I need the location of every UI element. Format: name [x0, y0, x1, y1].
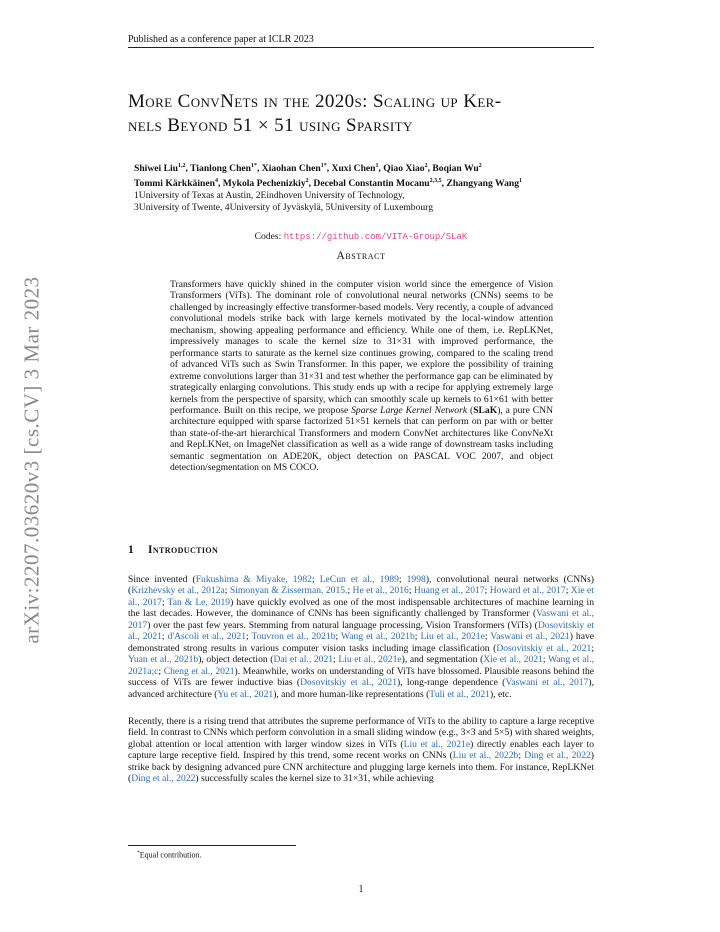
abstract-text [170, 279, 553, 474]
author-name: Qiao Xiao [383, 163, 425, 175]
title-line-2: nels Beyond 51 × 51 using Sparsity [128, 115, 413, 136]
citation-link[interactable]: Simonyan & Zisserman, 2015. [229, 585, 348, 597]
author-affiliation-mark: 2,3,5 [429, 178, 442, 185]
title-line-1: More ConvNets in the 2020s: Scaling up Ker- [128, 91, 502, 112]
author-name: Xiaohan Chen [261, 163, 321, 175]
citation-link[interactable]: Dai et al., 2021 [273, 654, 334, 666]
citation-link[interactable]: Howard et al., 2017 [489, 585, 566, 597]
section-title: Introduction [148, 544, 219, 556]
citation-link[interactable]: LeCun et al., 1989 [319, 574, 399, 585]
citation-link[interactable]: Dosovitskiy et al., 2021 [300, 677, 398, 689]
abstract-part-2: ( [467, 404, 474, 416]
affiliations-line-2: 3University of Twente, 4University of Jyväskylä, 5University of Luxembourg [134, 202, 433, 214]
author-affiliation-mark: 4 [214, 178, 218, 185]
citation-link[interactable]: Xie et al., 2017 [128, 585, 594, 608]
intro-paragraph-1: Since invented (Fukushima & Miyake, 1982; LeCun et al., 1989; 1998), convolutional neural networks (CNNs) (Krizhevsky et al., 2012a; Simonyan & Zisserman, 2015.; He et al., 2016; Huang et al., 2017; Howard et al., 2017; Xie et al., 2017; Tan & Le, 2019) have quickly evolved as one of the most indispensable architectures of machine learning in the last decades. However, the dominance of CNNs has been significantly challenged by Transformer (Vaswani et al., 2017) over the past few years. Stemming from natural language processing, Vision Transformers (ViTs) (Dosovitskiy et al., 2021; d'Ascoli et al., 2021; Touvron et al., 2021b; Wang et al., 2021b; Liu et al., 2021e; Vaswani et al., 2021) have demonstrated strong results in various computer vision tasks including image classification (Dosovitskiy et al., 2021; Yuan et al., 2021b), object detection (Dai et al., 2021; Liu et al., 2021e), and segmentation (Xie et al., 2021; Wang et al., 2021a;c; Cheng et al., 2021). Meanwhile, works on understanding of ViTs have blossomed. Plausible reasons behind the success of ViTs are fewer inductive bias (Dosovitskiy et al., 2021), long-range dependence (Vaswani et al., 2017), advanced architecture (Yu et al., 2021), and more human-like representations (Tuli et al., 2021), etc. [128, 574, 595, 700]
citation-link[interactable]: d'Ascoli et al., 2021 [167, 631, 246, 643]
author-name: Tianlong Chen [190, 163, 251, 175]
citation-link[interactable]: Tuli et al., 2021 [429, 688, 490, 700]
running-head: Published as a conference paper at ICLR 2023 [128, 34, 594, 48]
author-name: Mykola Pechenizkiy [222, 178, 306, 190]
author-affiliation-mark: 1* [251, 163, 257, 169]
citation-link[interactable]: Wang et al., 2021b [341, 631, 415, 643]
citation-link[interactable]: Vaswani et al., 2017 [505, 677, 589, 689]
abstract-heading: Abstract [336, 250, 386, 262]
page-number: 1 [358, 884, 364, 895]
code-repo-link[interactable]: https://github.com/VITA-Group/SLaK [283, 232, 468, 242]
section-heading-introduction [128, 544, 594, 556]
citation-link[interactable]: Tan & Le, 2019 [167, 596, 231, 608]
author-line-2: Tommi Kärkkäinen$^4$, Mykola Pechenizkiy$^2$, Decebal Constantin Mocanu$^{2,3,5}$, Zhangyang Wang$^1$ [134, 178, 523, 190]
citation-link[interactable]: Dosovitskiy et al., 2021 [128, 619, 594, 643]
author-name: Zhangyang Wang [446, 178, 520, 190]
footnote-mark: * [137, 850, 140, 856]
citation-link[interactable]: Vaswani et al., 2021 [490, 631, 570, 643]
citation-link[interactable]: Liu et al., 2021e [420, 631, 485, 643]
abstract-emphasis: Sparse Large Kernel Network [351, 404, 468, 416]
citation-link[interactable]: Huang et al., 2017 [413, 585, 485, 597]
abstract-bold: SLaK [473, 404, 498, 416]
author-affiliation-mark: 1 [375, 163, 379, 169]
citation-link[interactable]: Yuan et al., 2021b [128, 654, 199, 666]
author-name: Tommi Kärkkäinen [134, 178, 215, 190]
intro-paragraph-2: Recently, there is a rising trend that attributes the supreme performance of ViTs to the ability to capture a large receptive field. In contrast to CNNs which perform convolution in a small sliding window (e.g., 3×3 and 5×5) with shared weights, global attention or local attention with larger window sizes in ViTs (Liu et al., 2021e) directly enables each layer to capture large receptive field. Inspired by this trend, some recent works on CNNs (Liu et al., 2022b; Ding et al., 2022) strike back by designing advanced pure CNN architecture and plugging large kernels into them. For instance, RepLKNet (Ding et al., 2022) successfully scales the kernel size to 31×31, while achieving [128, 716, 595, 785]
affiliations-line-1: 1University of Texas at Austin, 2Eindhoven University of Technology, [134, 190, 405, 202]
abstract-part-1: Transformers have quickly shined in the computer vision world since the emergence of Vision Transformers (ViTs). The dominant role of convolutional neural networks (CNNs) seems to be challenged by increasingly effective transformer-based models. Very recently, a couple of advanced convolutional models strike back with large kernels motivated by the local-window attention mechanism, showing appealing performance and efficiency. While one of them, i.e. RepLKNet, impressively manages to scale the kernel size to 31×31 with improved performance, the performance starts to saturate as the kernel size continues growing, compared to the scaling trend of advanced ViTs such as Swin Transformer. In this paper, we explore the possibility of training extreme convolutions larger than 31×31 and test whether the performance gap can be eliminated by strategically enlarging convolutions. This study ends up with a recipe for applying extremely large kernels from the perspective of sparsity, which can smoothly scale up kernels to 61×61 with better performance. Built on this recipe, we propose [170, 279, 553, 416]
citation-link[interactable]: Yu et al., 2021 [217, 688, 274, 700]
section-number: 1 [128, 544, 135, 556]
author-affiliation-mark: 1,2 [178, 163, 186, 169]
footnote-divider [128, 845, 296, 846]
author-name: Boqian Wu [432, 163, 479, 175]
citation-link[interactable]: Xie et al., 2021 [483, 654, 543, 666]
footnote-text: Equal contribution. [139, 850, 202, 860]
author-name: Xuxi Chen [331, 163, 376, 175]
author-affiliation-mark: 1 [519, 178, 523, 185]
codes-label: Codes: [254, 231, 284, 242]
author-affiliation-mark: 1* [320, 163, 327, 169]
author-affiliation-mark: 2 [478, 163, 482, 169]
abstract-part-3: ), a pure CNN architecture equipped with sparse factorized 51×51 kernels that can perform on par with or better than state-of-the-art hierarchical Transformers and modern ConvNet architectures like ConvNeXt and RepLKNet, on ImageNet classification as well as a wide range of downstream tasks including semantic segmentation on ADE20K, object detection on PASCAL VOC 2007, and object detection/segmentation on MS COCO. [170, 404, 554, 474]
author-line-1: Shiwei Liu$^{1,2}$, Tianlong Chen$^{1*}$, Xiaohan Chen$^{1*}$, Xuxi Chen$^1$, Qiao Xiao$^2$, Boqian Wu$^2$ [134, 163, 482, 175]
citation-link[interactable]: He et al., 2016 [352, 585, 409, 597]
citation-link[interactable]: Krizhevsky et al., 2012a [131, 585, 225, 597]
citation-link[interactable]: Fukushima & Miyake, 1982 [195, 574, 312, 585]
citation-link[interactable]: Ding et al., 2022 [524, 750, 591, 762]
arxiv-stamp-text: arXiv:2207.03620v3 [cs.CV] 3 Mar 2023 [19, 276, 44, 644]
citation-link[interactable]: Dosovitskiy et al., 2021 [496, 642, 592, 654]
citation-link[interactable]: Cheng et al., 2021 [163, 665, 235, 677]
citation-link[interactable]: Liu et al., 2022b [452, 750, 519, 762]
citation-link[interactable]: Ding et al., 2022 [131, 773, 196, 785]
citation-link[interactable]: Touvron et al., 2021b [251, 631, 336, 643]
footnote [137, 850, 202, 860]
citation-link[interactable]: Liu et al., 2021e [338, 654, 402, 666]
citation-link[interactable]: 1998 [406, 574, 426, 585]
author-name: Decebal Constantin Mocanu [313, 178, 430, 190]
citation-link[interactable]: Wang et al., 2021a;c [128, 654, 595, 677]
citation-link[interactable]: Vaswani et al., 2017 [128, 608, 595, 631]
citation-link[interactable]: Liu et al., 2021e [403, 738, 471, 750]
author-affiliation-mark: 2 [424, 163, 428, 169]
author-block [134, 160, 614, 214]
author-affiliation-mark: 2 [305, 178, 309, 185]
code-link-line [128, 231, 594, 242]
author-name: Shiwei Liu [134, 163, 178, 175]
paper-title [128, 90, 598, 138]
